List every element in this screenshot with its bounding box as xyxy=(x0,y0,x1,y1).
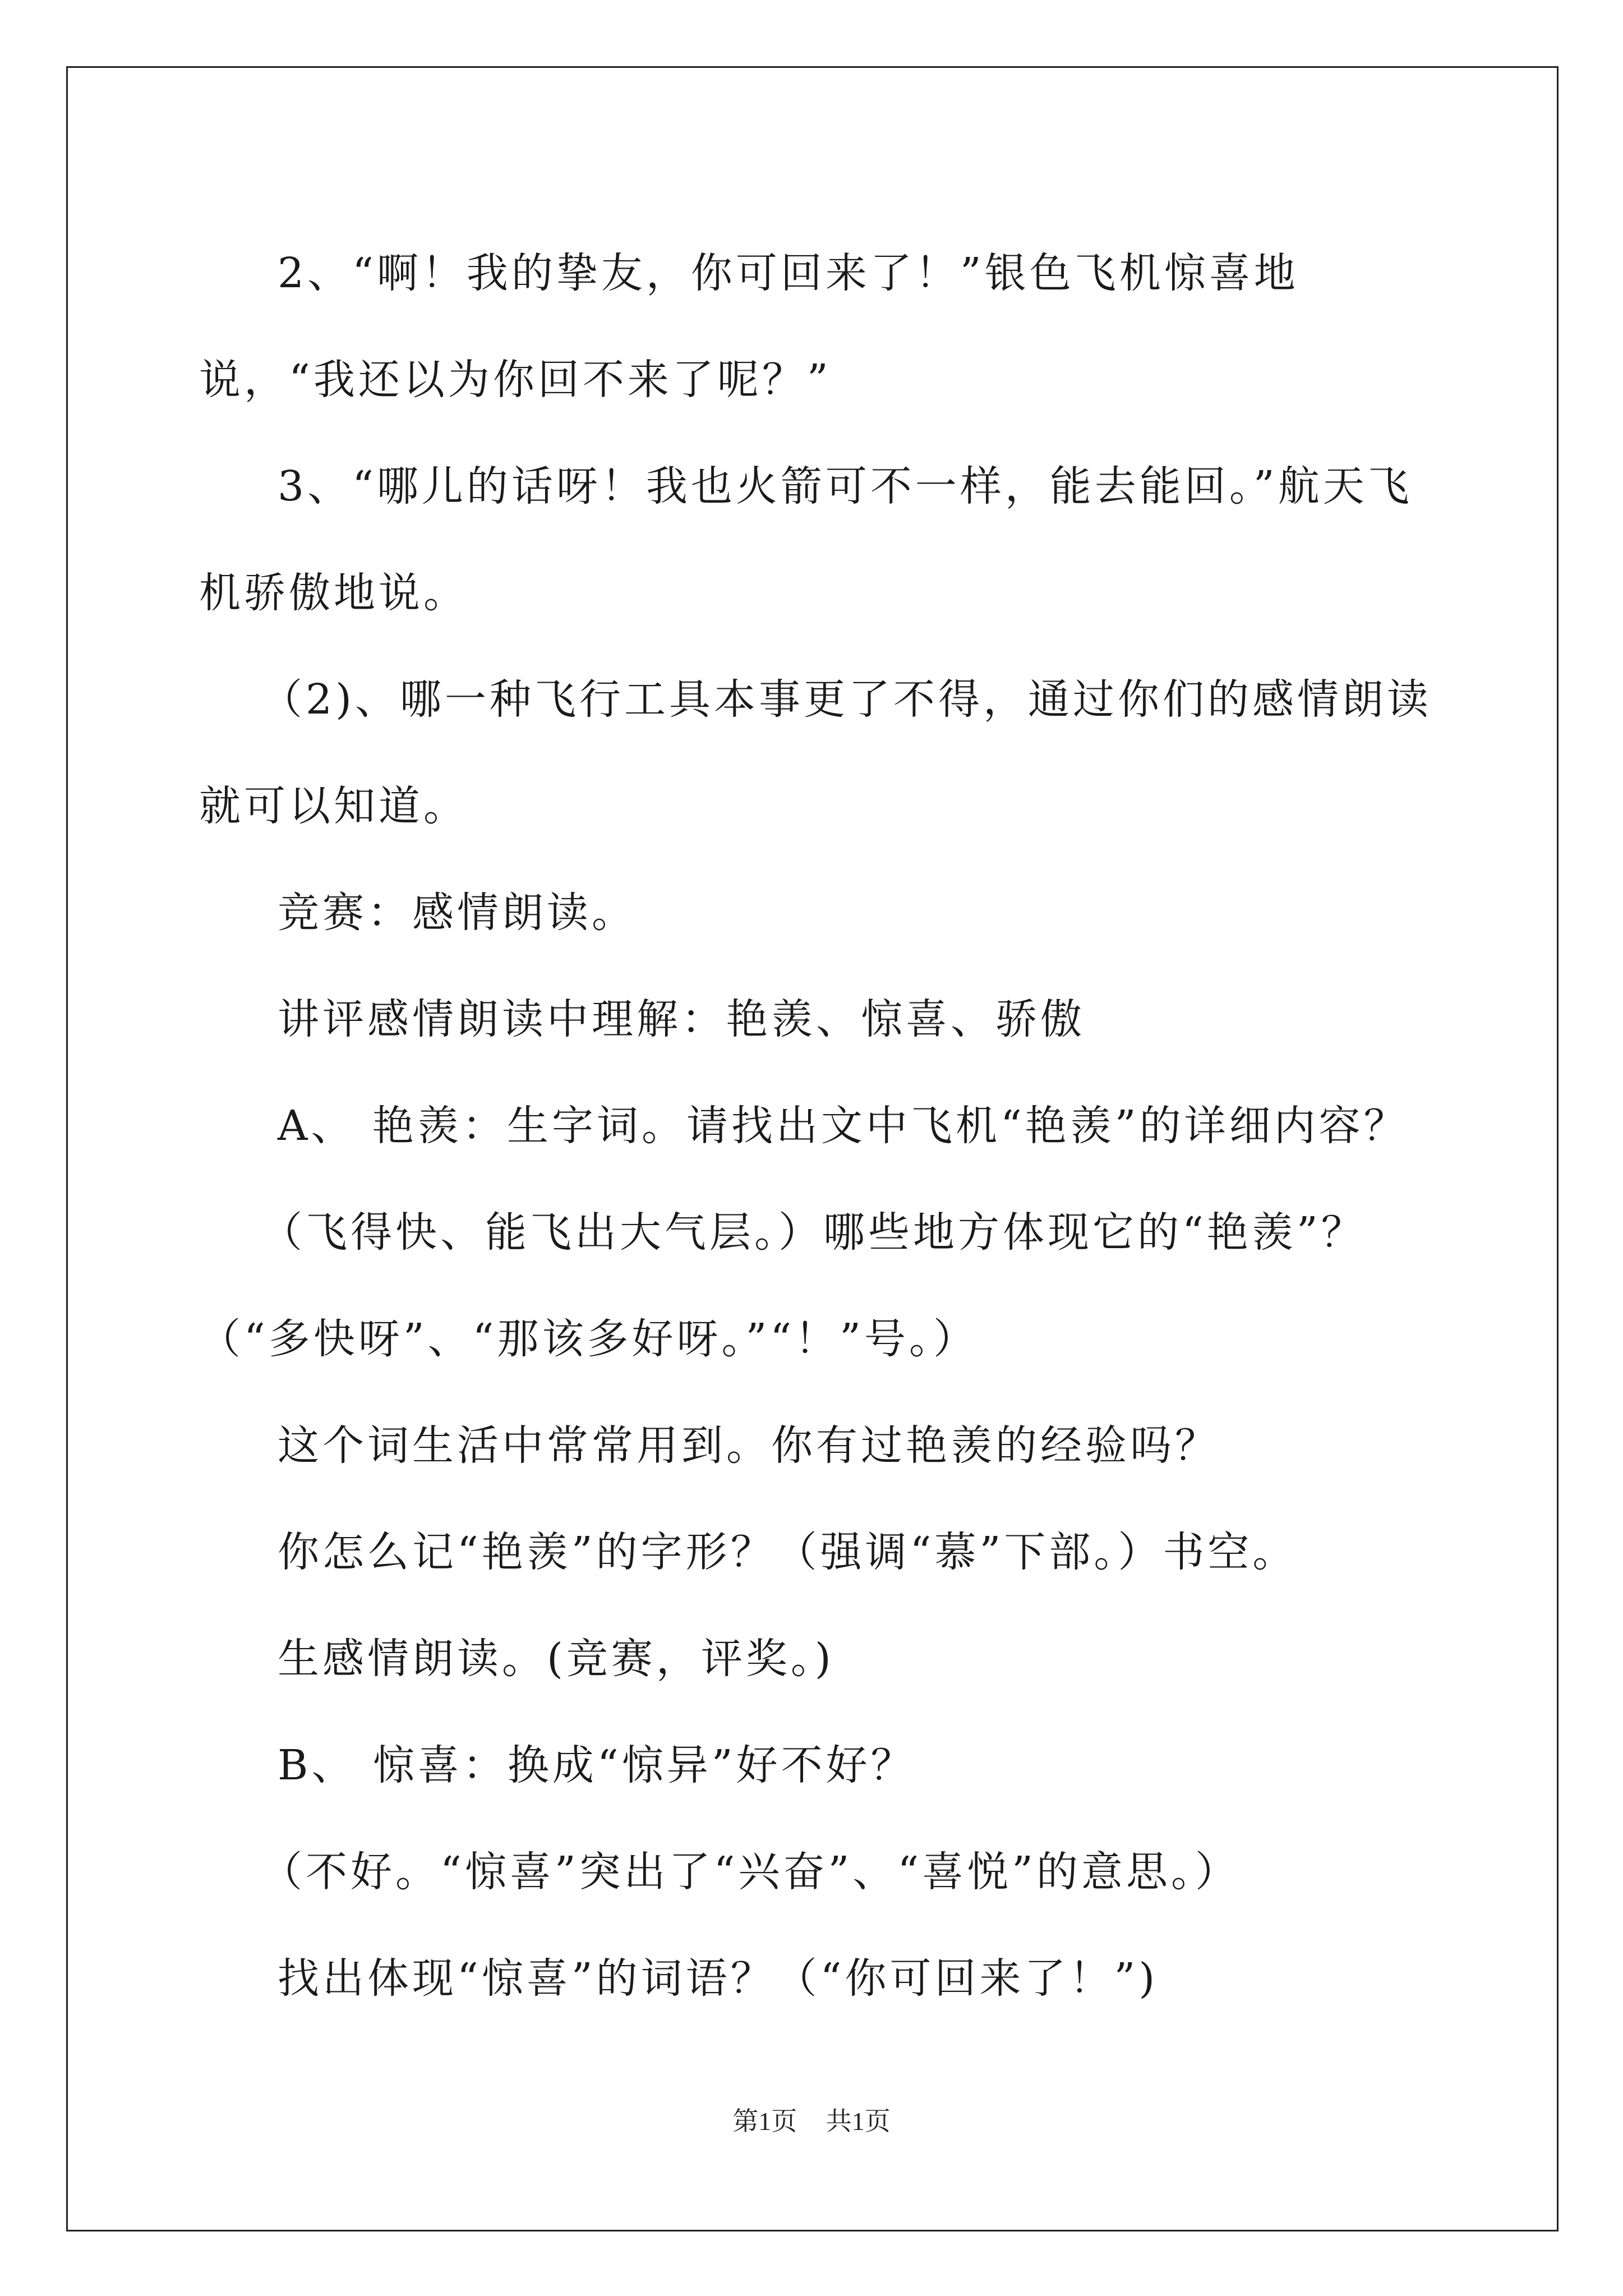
paragraph: （飞得快、能飞出大气层。）哪些地方体现它的“艳羡”？（“多快呀”、“那该多好呀。”“！”号。） xyxy=(199,1208,1366,1363)
paragraph: 你怎么记“艳羡”的字形？（强调“慕”下部。）书空。 xyxy=(278,1528,1298,1576)
paragraph: 3、“哪儿的话呀！我也火箭可不一样，能去能回。”航天飞机骄傲地说。 xyxy=(199,462,1413,617)
paragraph: A、 艳羡：生字词。请找出文中飞机“艳羡”的详细内容？ xyxy=(278,1102,1409,1150)
paragraph: 讲评感情朗读中理解：艳羡、惊喜、骄傲 xyxy=(278,995,1085,1043)
paragraph: 找出体现“惊喜”的词语？（“你可回来了！”) xyxy=(278,1954,1159,2003)
page-number-total: 共1页 xyxy=(826,2107,891,2136)
paragraph: （2)、哪一种飞行工具本事更了不得，通过你们的感情朗读就可以知道。 xyxy=(199,675,1432,830)
paragraph: B、 惊喜：换成“惊异”好不好？ xyxy=(278,1741,916,1789)
page-footer xyxy=(0,2101,1623,2138)
document-body xyxy=(199,220,1433,2032)
paragraph: 生感情朗读。(竞赛，评奖。) xyxy=(278,1635,834,1683)
paragraph: 这个词生活中常常用到。你有过艳羡的经验吗？ xyxy=(278,1421,1220,1470)
page-number-current: 第1页 xyxy=(732,2107,797,2136)
paragraph: （不好。“惊喜”突出了“兴奋”、“喜悦”的意思。） xyxy=(261,1848,1240,1896)
paragraph: 2、“啊！我的挚友，你可回来了！”银色飞机惊喜地说，“我还以为你回不来了呢？” xyxy=(199,249,1299,404)
paragraph: 竞赛：感情朗读。 xyxy=(278,889,637,937)
